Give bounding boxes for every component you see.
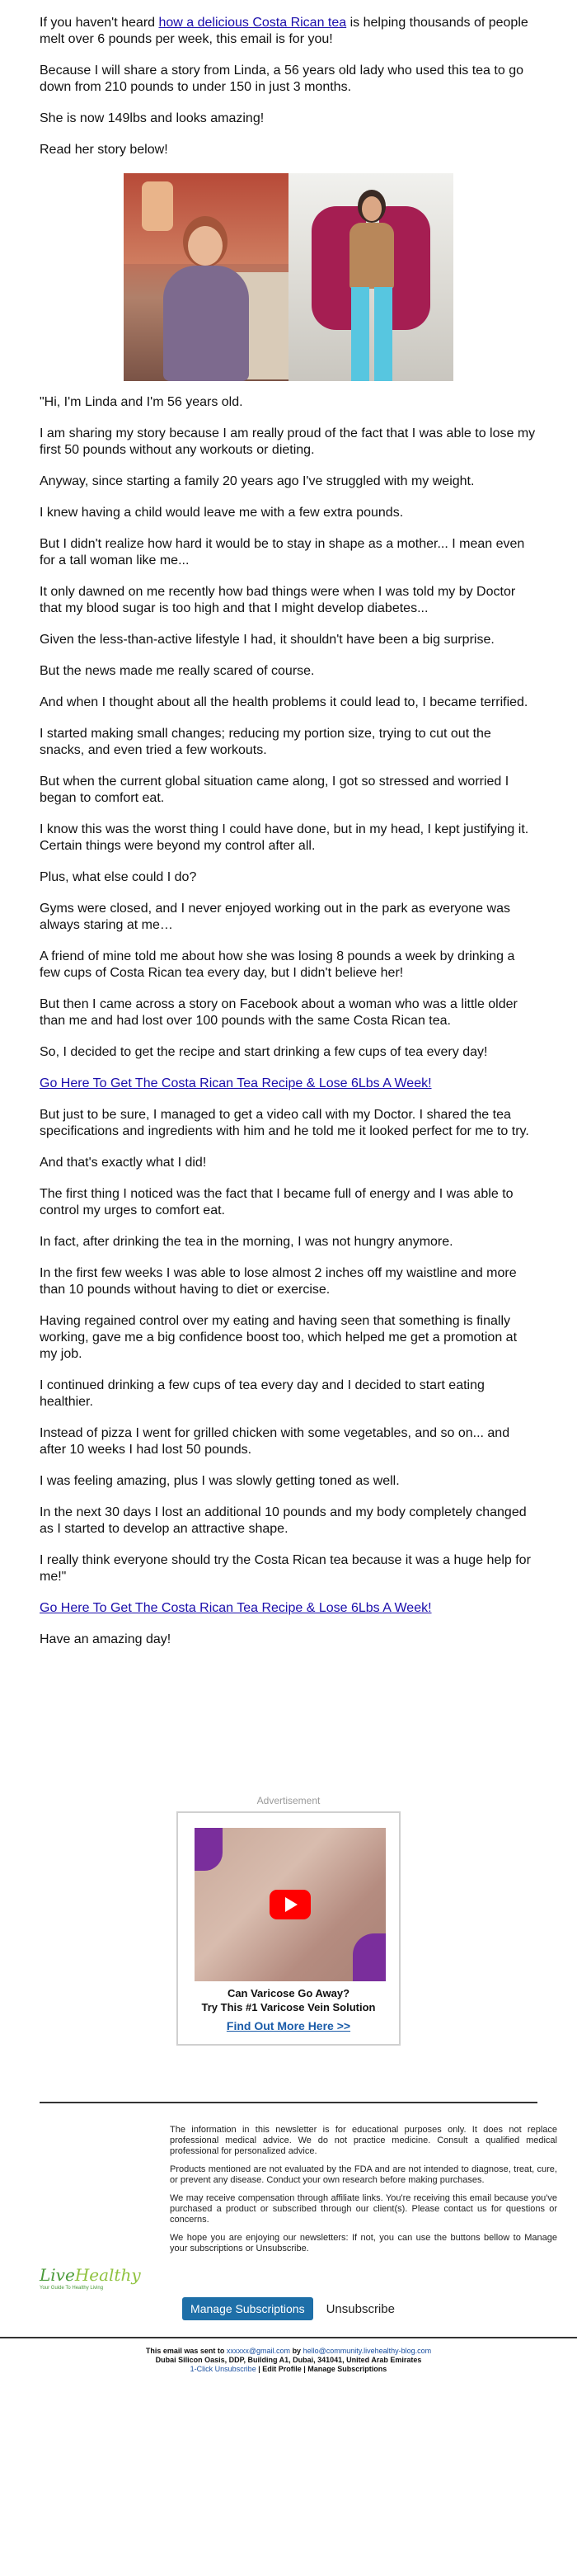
story-paragraph: It only dawned on me recently how bad things were when I was told my by Doctor that my blood sugar is too high and that I might develop diabetes...: [40, 585, 516, 615]
tea-link[interactable]: how a delicious Costa Rican tea: [158, 16, 347, 30]
recipe-link-2[interactable]: Go Here To Get The Costa Rican Tea Recipe & Lose 6Lbs A Week!: [40, 1601, 432, 1615]
story-paragraph: But the news made me really scared of course.: [40, 664, 315, 678]
story-paragraph: In the first few weeks I was able to lose almost 2 inches off my waistline and more than 10 pounds without having to diet or exercise.: [40, 1266, 517, 1297]
disclaimer-paragraph: The information in this newsletter is for educational purposes only. It does not replace professional medical advice. We do not practice medicine. Consult a qualified medical professional for personalized advice.: [170, 2125, 557, 2156]
ad-label: Advertisement: [256, 1795, 321, 1806]
recipe-link-1[interactable]: Go Here To Get The Costa Rican Tea Recipe & Lose 6Lbs A Week!: [40, 1076, 432, 1090]
sent-to-line: [82, 2347, 495, 2356]
footer-buttons: [0, 2291, 577, 2337]
manage-subscriptions-link[interactable]: Manage Subscriptions: [307, 2365, 387, 2373]
story-paragraph: So, I decided to get the recipe and start drinking a few cups of tea every day!: [40, 1045, 488, 1059]
story-paragraph: I was feeling amazing, plus I was slowly getting toned as well.: [40, 1474, 400, 1488]
logo-healthy: Healthy: [74, 2265, 141, 2285]
before-photo: [124, 173, 288, 381]
logo-tagline: Your Guide To Healthy Living: [40, 2286, 104, 2291]
story-paragraph: The first thing I noticed was the fact that I became full of energy and I was able to control my urges to comfort eat.: [40, 1187, 514, 1217]
live-healthy-logo[interactable]: [40, 2125, 141, 2291]
disclaimer-paragraph: We hope you are enjoying our newsletters: If not, you can use the buttons bellow to Manage your subscriptions or Unsubscribe.: [170, 2233, 557, 2253]
story-paragraph: But I didn't realize how hard it would be to stay in shape as a mother... I mean even for a tall woman like me...: [40, 537, 525, 567]
separator: |: [256, 2365, 263, 2373]
story-paragraph: Given the less-than-active lifestyle I had, it shouldn't have been a big surprise.: [40, 633, 495, 647]
footer-disclaimer: [132, 2125, 557, 2291]
logo-wordmark: [40, 2265, 141, 2285]
glove-decoration: [195, 1828, 223, 1871]
story-paragraph: But when the current global situation came along, I got so stressed and worried I began to comfort eat.: [40, 775, 509, 805]
sender-email[interactable]: hello@community.livehealthy-blog.com: [303, 2347, 432, 2355]
advertisement: [0, 1795, 577, 2046]
glove-decoration: [353, 1933, 386, 1981]
ad-headline: [195, 1986, 382, 2014]
story-paragraph: I started making small changes; reducing my portion size, trying to cut out the snacks, and even tried a few workouts.: [40, 727, 491, 757]
edit-profile-link[interactable]: Edit Profile: [262, 2365, 302, 2373]
story-paragraph: A friend of mine told me about how she was losing 8 pounds a week by drinking a few cups of Costa Rican tea every day, but I didn't believe her!: [40, 949, 515, 980]
recipient-email[interactable]: xxxxxx@gmail.com: [226, 2347, 291, 2355]
before-after-image[interactable]: [40, 173, 537, 381]
story-paragraph: In fact, after drinking the tea in the morning, I was not hungry anymore.: [40, 1235, 453, 1249]
story-paragraph: Having regained control over my eating and having seen that something is finally working, gave me a big confidence boost too, which helped me get a promotion at my job.: [40, 1314, 518, 1361]
story-paragraph: I am sharing my story because I am really proud of the fact that I was able to lose my first 50 pounds without any workouts or dieting.: [40, 426, 536, 457]
story-paragraph: I really think everyone should try the Costa Rican tea because it was a huge help for me!": [40, 1553, 531, 1584]
intro-paragraph-1: [40, 15, 537, 48]
story-paragraph: But just to be sure, I managed to get a video call with my Doctor. I shared the tea specifications and ingredients with him and he told me it looked perfect for me to try.: [40, 1108, 529, 1138]
disclaimer-paragraph: Products mentioned are not evaluated by the FDA and are not intended to diagnose, treat, cure, or prevent any disease. Conduct your own research before making purchases.: [170, 2164, 557, 2185]
ad-find-out-more-link[interactable]: Find Out More Here >>: [226, 2019, 351, 2032]
separator: |: [301, 2365, 308, 2373]
story-paragraph: Instead of pizza I went for grilled chicken with some vegetables, and so on... and after 10 weeks I had lost 50 pounds.: [40, 1426, 510, 1457]
story-paragraph: Plus, what else could I do?: [40, 870, 197, 884]
ad-video-thumbnail[interactable]: [195, 1828, 386, 1981]
ad-box[interactable]: [176, 1811, 401, 2046]
story-paragraph: In the next 30 days I lost an additional 10 pounds and my body completely changed as I started to develop an attractive shape.: [40, 1505, 527, 1536]
story-paragraph: I knew having a child would leave me with a few extra pounds.: [40, 506, 404, 520]
intro-paragraph-2: Because I will share a story from Linda, a 56 years old lady who used this tea to go down from 210 pounds to under 150 in just 3 months.: [40, 64, 523, 94]
signoff: Have an amazing day!: [40, 1632, 171, 1646]
sent-prefix: This email was sent to: [145, 2347, 227, 2355]
story-paragraph: Gyms were closed, and I never enjoyed working out in the park as everyone was always staring at me…: [40, 902, 510, 932]
intro-text-end: is helping thousands of people melt over 6 pounds per week, this email is for you!: [40, 16, 528, 46]
after-photo: [288, 173, 453, 381]
intro-text: If you haven't heard: [40, 16, 159, 30]
story-paragraph: I continued drinking a few cups of tea every day and I decided to start eating healthier.: [40, 1378, 485, 1409]
footer: [0, 2103, 577, 2291]
cta-paragraph-2: [40, 1600, 537, 1617]
spacer: [0, 2046, 577, 2102]
ad-headline-line-2: Try This #1 Varicose Vein Solution: [201, 2001, 376, 2013]
legal-footer: [0, 2338, 577, 2374]
disclaimer-paragraph: We may receive compensation through affiliate links. You're receiving this email because you've purchased a product or subscribed through our client(s). Please contact us for questions or concerns.: [170, 2193, 557, 2225]
story-paragraph: I know this was the worst thing I could have done, but in my head, I kept justifying it. Certain things were beyond my control after all.: [40, 822, 529, 853]
logo-live: Live: [40, 2265, 75, 2285]
story-paragraph: But then I came across a story on Facebook about a woman who was a little older than me and had lost over 100 pounds with the same Costa Rican tea.: [40, 997, 518, 1028]
one-click-unsubscribe-link[interactable]: 1-Click Unsubscribe: [190, 2365, 256, 2373]
story-paragraph: Anyway, since starting a family 20 years ago I've struggled with my weight.: [40, 474, 475, 488]
company-address: Dubai Silicon Oasis, DDP, Building A1, Dubai, 341041, United Arab Emirates: [155, 2356, 422, 2364]
story-paragraph: And that's exactly what I did!: [40, 1156, 207, 1170]
intro-paragraph-4: Read her story below!: [40, 143, 168, 157]
ad-headline-line-1: Can Varicose Go Away?: [227, 1987, 350, 1999]
story-paragraph: "Hi, I'm Linda and I'm 56 years old.: [40, 395, 243, 409]
manage-subscriptions-button[interactable]: Manage Subscriptions: [182, 2297, 313, 2320]
intro-paragraph-3: She is now 149lbs and looks amazing!: [40, 111, 265, 125]
cta-paragraph-1: [40, 1076, 537, 1092]
legal-links: [82, 2365, 495, 2374]
story-paragraph: And when I thought about all the health problems it could lead to, I became terrified.: [40, 695, 528, 709]
sent-by: by: [290, 2347, 303, 2355]
spacer: [0, 1663, 577, 1795]
unsubscribe-link[interactable]: Unsubscribe: [326, 2301, 395, 2316]
play-icon[interactable]: [270, 1890, 311, 1919]
